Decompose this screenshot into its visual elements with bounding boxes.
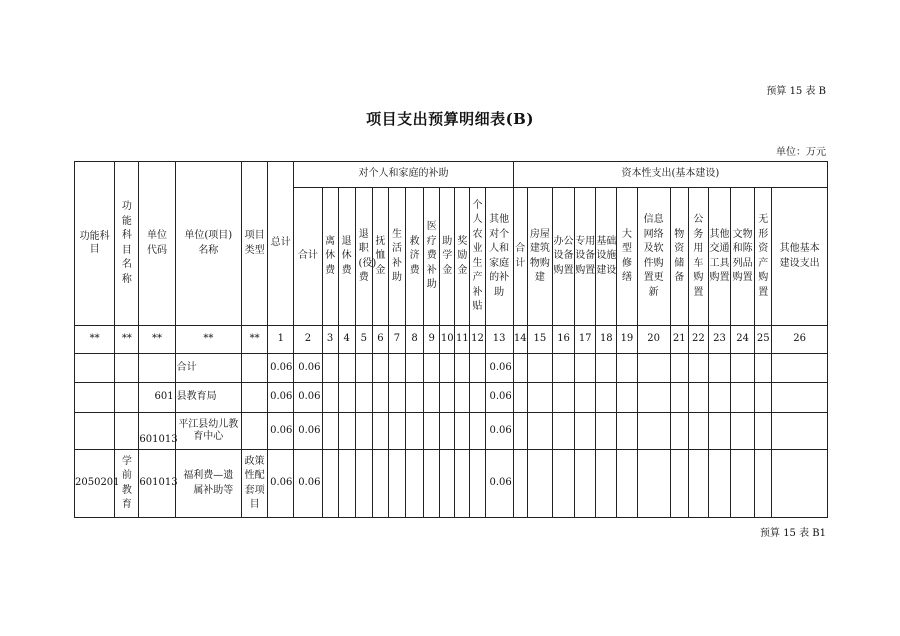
header-a11: 其他对个人和家庭的补助 [485,188,513,326]
header-a7: 医疗费补助 [424,188,440,326]
index-cell: 23 [708,326,730,354]
cell-proj-type [242,413,268,450]
cell-a11: 0.06 [485,383,513,413]
header-func-name: 功能科目名称 [115,162,139,326]
cell-total: 0.06 [268,383,294,413]
cell-a-total: 0.06 [294,354,322,383]
cell-a-total: 0.06 [294,450,322,518]
cell-unit-code: 601013 [139,413,175,450]
index-cell: 6 [372,326,388,354]
cell-func-code: 2050201 [75,450,115,518]
index-cell: 18 [596,326,617,354]
index-cell: 21 [670,326,688,354]
index-cell: 17 [575,326,596,354]
cell-func-name: 学前教育 [115,450,139,518]
cell-func-name [115,383,139,413]
cell-unit-name: 福利费—遗属补助等 [175,450,241,518]
header-b-total: 合计 [513,188,527,326]
index-cell: 19 [617,326,637,354]
header-func-code: 功能科目 [75,162,115,326]
header-b9: 其他交通工具购置 [708,188,730,326]
index-cell: 26 [772,326,828,354]
cell-func-name [115,354,139,383]
index-cell: 22 [688,326,708,354]
table-code-top: 预算 15 表 B [766,86,826,97]
cell-a-total: 0.06 [294,413,322,450]
cell-proj-type: 政策性配套项目 [242,450,268,518]
header-a6: 救济费 [406,188,424,326]
cell-a11: 0.06 [485,450,513,518]
header-b10: 文物和陈列品购置 [731,188,755,326]
header-unit-name: 单位(项目)名称 [175,162,241,326]
index-cell: 3 [322,326,338,354]
header-b11: 无形资产购置 [755,188,772,326]
unit-label: 单位：万元 [776,147,826,158]
cell-a11: 0.06 [485,413,513,450]
cell-total: 0.06 [268,354,294,383]
header-a9: 奖励金 [455,188,470,326]
index-row [75,326,828,354]
index-cell: 4 [338,326,355,354]
table-code-bottom: 预算 15 表 B1 [760,528,826,539]
index-cell: ** [75,326,115,354]
cell-func-code [75,383,115,413]
header-group-personal-subsidy: 对个人和家庭的补助 [294,162,513,188]
table-row [75,413,828,450]
cell-unit-code: 601013 [139,450,175,518]
index-cell: 10 [440,326,455,354]
cell-unit-code [139,354,175,383]
header-a8: 助学金 [440,188,455,326]
table-row [75,450,828,518]
header-a10: 个人农业生产补贴 [470,188,485,326]
index-cell: 1 [268,326,294,354]
header-b2: 办公设备购置 [552,188,574,326]
header-b4: 基础设施建设 [596,188,617,326]
index-cell: ** [242,326,268,354]
header-row-groups [75,162,828,188]
cell-proj-type [242,383,268,413]
index-cell: 5 [355,326,372,354]
header-b3: 专用设备购置 [575,188,596,326]
index-cell: 20 [637,326,670,354]
header-b12: 其他基本建设支出 [772,188,828,326]
header-unit-code: 单位代码 [139,162,175,326]
index-cell: 11 [455,326,470,354]
index-cell: 14 [513,326,527,354]
cell-total: 0.06 [268,450,294,518]
index-cell: 16 [552,326,574,354]
header-b8: 公务用车购置 [688,188,708,326]
header-b5: 大型修缮 [617,188,637,326]
cell-func-code [75,354,115,383]
index-cell: 7 [388,326,405,354]
cell-unit-code: 601 [139,383,175,413]
index-cell: 24 [731,326,755,354]
cell-unit-name: 平江县幼儿教育中心 [175,413,241,450]
header-a-total: 合计 [294,188,322,326]
header-total: 总计 [268,162,294,326]
header-b6: 信息网络及软件购置更新 [637,188,670,326]
budget-table [74,161,828,518]
cell-unit-name: 合计 [175,354,241,383]
cell-proj-type [242,354,268,383]
index-cell: 25 [755,326,772,354]
table-row [75,383,828,413]
header-a2: 退休费 [338,188,355,326]
header-a1: 离休费 [322,188,338,326]
index-cell: 13 [485,326,513,354]
header-b1: 房屋建筑物购建 [527,188,552,326]
header-a5: 生活补助 [388,188,405,326]
cell-a-total: 0.06 [294,383,322,413]
index-cell: 15 [527,326,552,354]
index-cell: 2 [294,326,322,354]
header-a4: 抚恤金 [372,188,388,326]
index-cell: 9 [424,326,440,354]
header-proj-type: 项目类型 [242,162,268,326]
header-a3: 退职(役)费 [355,188,372,326]
header-group-capital-expenditure: 资本性支出(基本建设) [513,162,827,188]
page-title: 项目支出预算明细表(B) [366,110,534,128]
cell-func-code [75,413,115,450]
index-cell: ** [175,326,241,354]
index-cell: ** [115,326,139,354]
cell-total: 0.06 [268,413,294,450]
cell-func-name [115,413,139,450]
index-cell: 12 [470,326,485,354]
cell-a11: 0.06 [485,354,513,383]
index-cell: ** [139,326,175,354]
header-b7: 物资储备 [670,188,688,326]
table-row [75,354,828,383]
index-cell: 8 [406,326,424,354]
cell-unit-name: 县教育局 [175,383,241,413]
